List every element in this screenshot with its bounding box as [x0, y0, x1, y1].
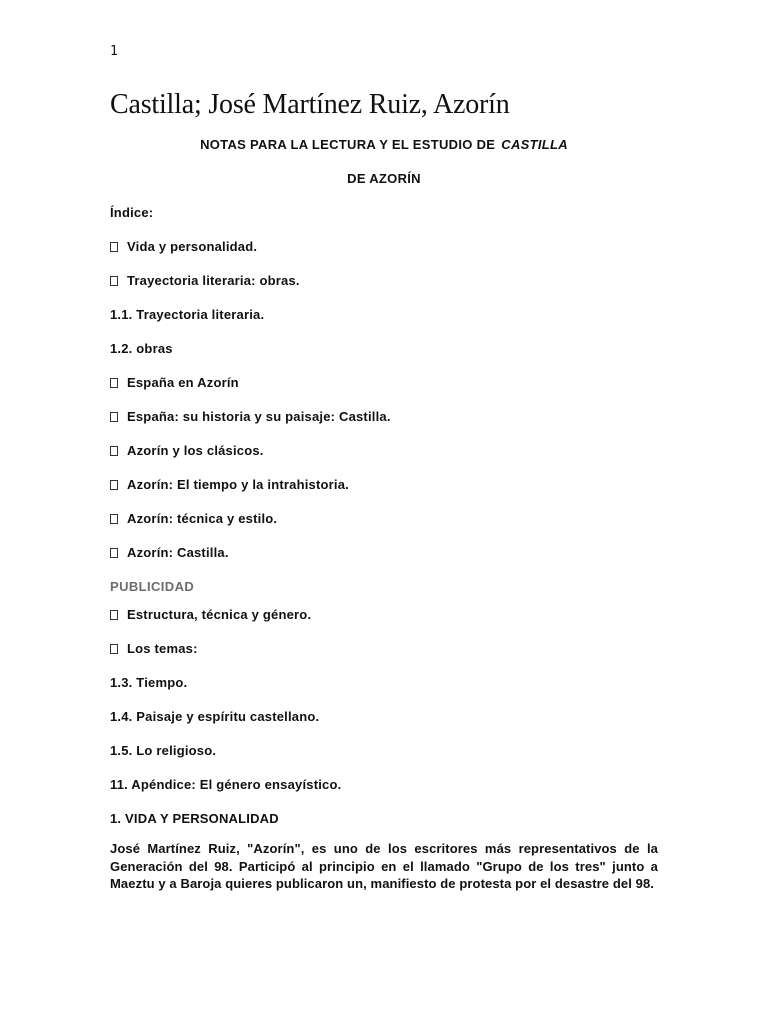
index-item — [110, 511, 658, 545]
index-item-text: Azorín: Castilla. — [127, 545, 229, 560]
index-item-text: 1.3. Tiempo. — [110, 675, 188, 690]
square-bullet-icon — [110, 514, 118, 524]
document-page — [110, 0, 658, 1024]
square-bullet-icon — [110, 446, 118, 456]
square-bullet-icon — [110, 276, 118, 286]
index-heading: Índice: — [110, 205, 154, 220]
document-title: Castilla; José Martínez Ruiz, Azorín — [110, 89, 510, 120]
index-item — [110, 477, 658, 511]
subtitle-italic-title: CASTILLA — [501, 137, 568, 152]
index-item-text: Azorín: El tiempo y la intrahistoria. — [127, 477, 349, 492]
index-item-text: 1.2. obras — [110, 341, 173, 356]
subtitle-line-2: DE AZORÍN — [347, 171, 421, 186]
index-item — [110, 545, 658, 579]
index-item — [110, 375, 658, 409]
index-list — [110, 205, 658, 845]
index-item — [110, 443, 658, 477]
index-item — [110, 709, 658, 743]
index-item — [110, 777, 658, 811]
index-item — [110, 743, 658, 777]
square-bullet-icon — [110, 548, 118, 558]
square-bullet-icon — [110, 412, 118, 422]
index-item — [110, 675, 658, 709]
index-item-text: Azorín y los clásicos. — [127, 443, 264, 458]
index-item — [110, 607, 658, 641]
index-item — [110, 307, 658, 341]
square-bullet-icon — [110, 480, 118, 490]
index-item-text: 1.5. Lo religioso. — [110, 743, 217, 758]
index-item-text: 1.1. Trayectoria literaria. — [110, 307, 265, 322]
index-item-text: España: su historia y su paisaje: Castilla. — [127, 409, 391, 424]
subtitle-text: NOTAS PARA LA LECTURA Y EL ESTUDIO DE — [200, 137, 496, 152]
index-item — [110, 273, 658, 307]
index-item-text: Trayectoria literaria: obras. — [127, 273, 300, 288]
index-item-text: Azorín: técnica y estilo. — [127, 511, 278, 526]
square-bullet-icon — [110, 378, 118, 388]
square-bullet-icon — [110, 644, 118, 654]
index-item-text: Estructura, técnica y género. — [127, 607, 312, 622]
index-item-text: Vida y personalidad. — [127, 239, 258, 254]
index-item — [110, 341, 658, 375]
index-item — [110, 641, 658, 675]
index-item — [110, 239, 658, 273]
index-item-text: 11. Apéndice: El género ensayístico. — [110, 777, 342, 792]
promo-label: PUBLICIDAD — [110, 579, 195, 594]
index-item — [110, 409, 658, 443]
square-bullet-icon — [110, 610, 118, 620]
subtitle-line-1 — [110, 137, 658, 153]
square-bullet-icon — [110, 242, 118, 252]
index-item-text: 1.4. Paisaje y espíritu castellano. — [110, 709, 320, 724]
section-heading: 1. VIDA Y PERSONALIDAD — [110, 811, 279, 826]
body-paragraph: José Martínez Ruiz, "Azorín", es uno de los escritores más representativos de la Generación del 98. Participó al principio en el llamado "Grupo de los tres" junto a Maeztu y a Baroja quieres publicaron un, manifiesto de protesta por el desastre del 98. — [110, 841, 658, 891]
page-number: 1 — [110, 44, 118, 59]
index-item-text: Los temas: — [127, 641, 198, 656]
index-item-text: España en Azorín — [127, 375, 239, 390]
